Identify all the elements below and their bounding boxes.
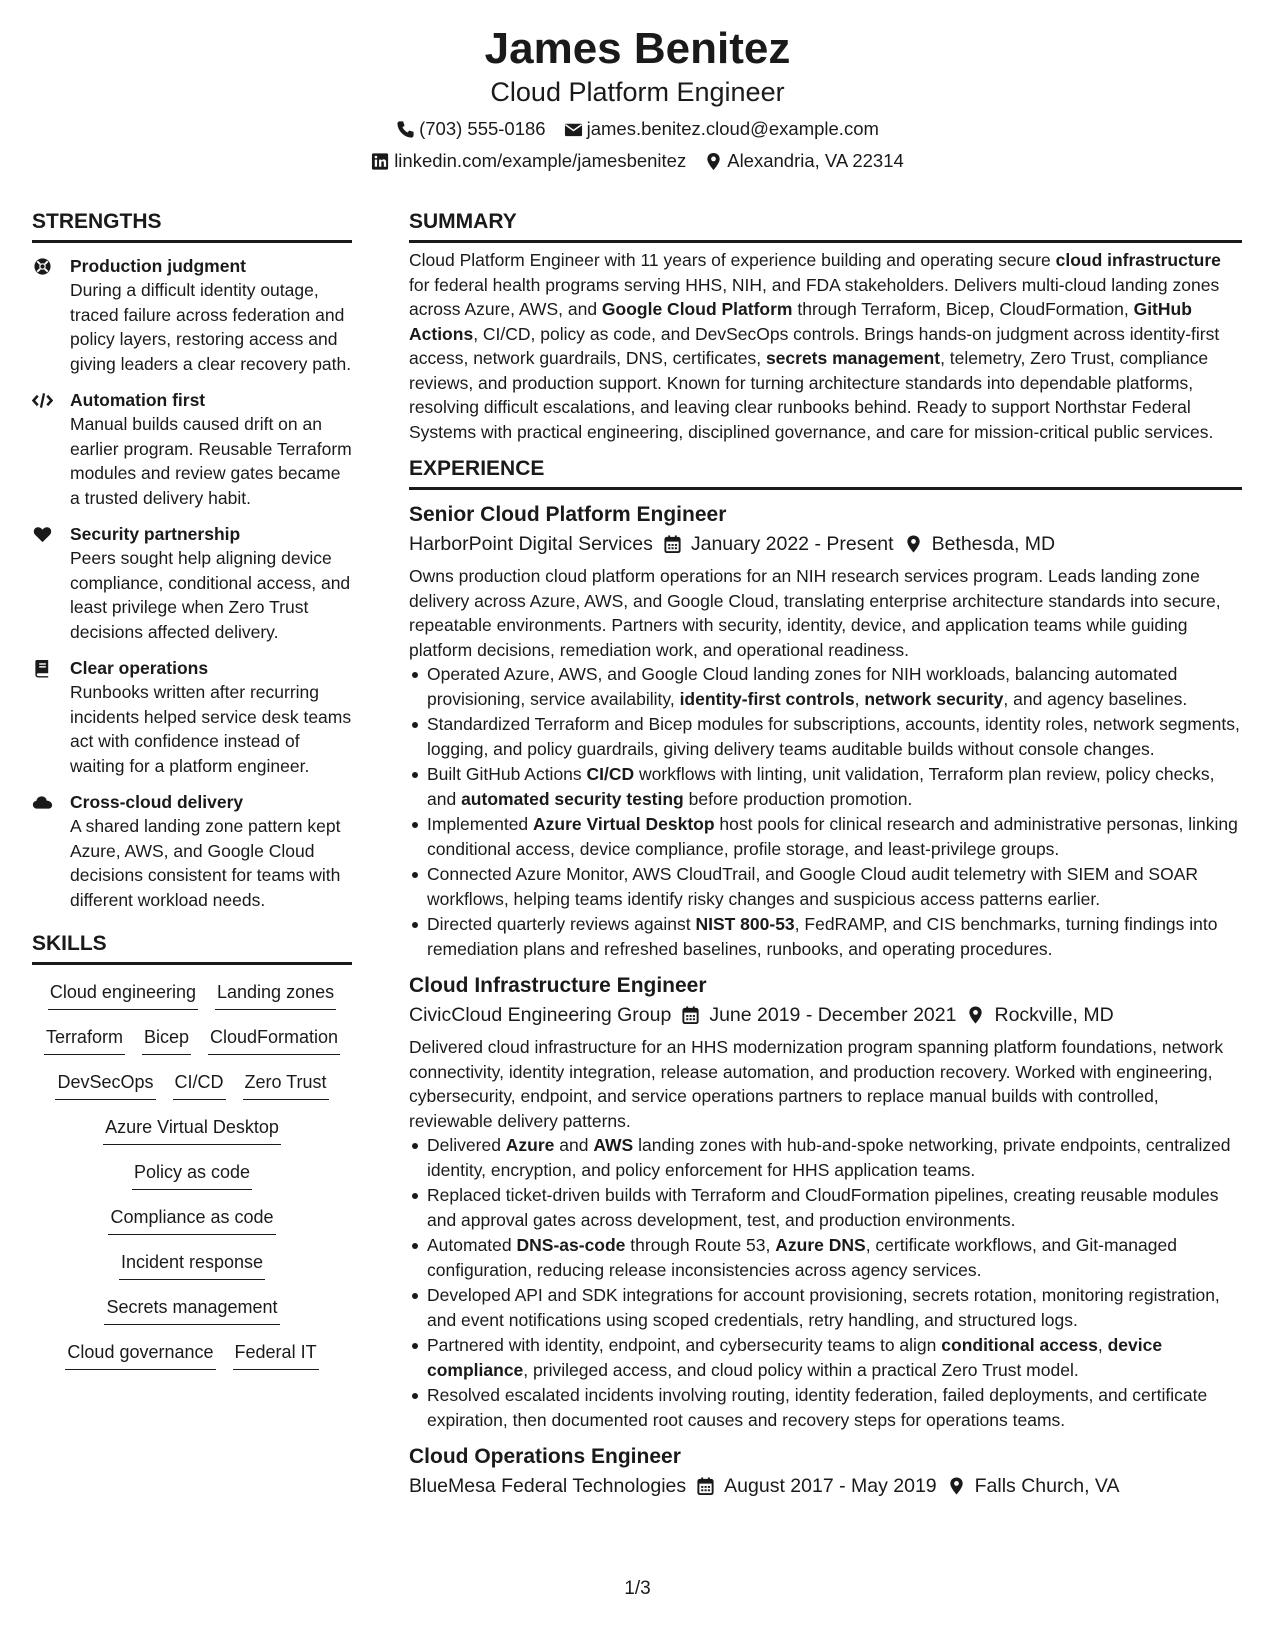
resume-header xyxy=(0,22,1275,173)
skills-list xyxy=(32,979,352,1384)
skill-row xyxy=(32,1204,352,1249)
map-pin-icon xyxy=(704,152,723,171)
strength-description: Manual builds caused drift on an earlier program. Reusable Terraform modules and review gates became a trusted delivery habit. xyxy=(70,414,352,508)
contact-row-1 xyxy=(0,117,1275,141)
text-run: through Terraform, Bicep, CloudFormation, xyxy=(792,299,1134,319)
job-title: Senior Cloud Platform Engineer xyxy=(409,503,727,526)
location-text: Bethesda, MD xyxy=(931,533,1056,555)
job-title: Cloud Infrastructure Engineer xyxy=(409,974,707,997)
skill-row xyxy=(32,1069,352,1114)
text-run: Implemented xyxy=(427,814,534,834)
job-meta xyxy=(409,530,1242,558)
strength-description: During a difficult identity outage, traced failure across federation and policy layers, restoring access and giving leaders a clear recovery path. xyxy=(70,280,352,374)
company-name: CivicCloud Engineering Group xyxy=(409,1004,672,1026)
strength-description: Runbooks written after recurring incidents helped service desk teams act with confidence instead of waiting for a platform engineer. xyxy=(70,682,352,776)
map-pin-icon xyxy=(966,1005,985,1025)
bullet-item xyxy=(409,762,1242,811)
right-column xyxy=(409,208,1242,1500)
text-run: Delivered xyxy=(427,1135,506,1155)
emphasis-text: Google Cloud Platform xyxy=(601,299,793,319)
job-dates xyxy=(681,1001,956,1029)
skill-tag: Landing zones xyxy=(215,979,336,1010)
text-run: Partnered with identity, endpoint, and cybersecurity teams to align xyxy=(427,1335,942,1355)
email-text: james.benitez.cloud@example.com xyxy=(586,118,879,139)
location-text: Alexandria, VA 22314 xyxy=(727,150,904,171)
bullet-item xyxy=(409,1283,1242,1332)
skills-heading: SKILLS xyxy=(32,930,352,965)
skill-tag: Bicep xyxy=(142,1024,191,1055)
text-run: , CI/CD, policy as code, and DevSecOps controls. Brings hands-on judgment across identity-first access, network guardrails, DNS, certificates, xyxy=(409,323,1220,368)
summary-text xyxy=(409,248,1242,444)
job-location xyxy=(947,1472,1120,1500)
text-run: Operated Azure, AWS, and Google Cloud landing zones for NIH workloads, balancing automated provisioning, service availability, xyxy=(427,664,1178,709)
bullet-item xyxy=(409,1183,1242,1232)
heart-icon xyxy=(32,522,70,544)
skill-tag: Cloud engineering xyxy=(48,979,198,1010)
skill-tag: Policy as code xyxy=(132,1159,252,1190)
text-run: and xyxy=(554,1135,594,1155)
candidate-title: Cloud Platform Engineer xyxy=(490,77,785,107)
text-run: host pools for clinical research and administrative personas, linking conditional access, device compliance, profile storage, and least-privilege groups. xyxy=(427,814,1238,859)
emphasis-text: Azure xyxy=(505,1135,555,1155)
skill-row xyxy=(32,1249,352,1294)
text-run: Resolved escalated incidents involving routing, identity federation, failed deployments, and certificate expiration, then documented root causes and recovery steps for operations teams. xyxy=(427,1385,1208,1430)
job-bullets xyxy=(409,662,1242,961)
skill-tag: CI/CD xyxy=(173,1069,226,1100)
text-run: through Route 53, xyxy=(625,1235,776,1255)
map-pin-icon xyxy=(904,534,923,554)
phone-icon xyxy=(396,120,415,139)
emphasis-text: identity-first controls xyxy=(679,688,855,709)
company-name: BlueMesa Federal Technologies xyxy=(409,1475,687,1497)
text-run: Connected Azure Monitor, AWS CloudTrail, and Google Cloud audit telemetry with SIEM and SOAR workflows, helping teams identify risky changes and suspicious access patterns earlier. xyxy=(427,864,1199,909)
dates-text: January 2022 - Present xyxy=(690,533,894,555)
emphasis-text: conditional access xyxy=(941,1335,1098,1355)
text-run: , privileged access, and cloud policy within a practical Zero Trust model. xyxy=(523,1359,1079,1380)
location-text: Rockville, MD xyxy=(994,1004,1114,1026)
text-run: landing zones with hub-and-spoke networking, private endpoints, centralized identity, encryption, and policy enforcement for HHS application teams. xyxy=(427,1135,1231,1180)
bullet-item xyxy=(409,1133,1242,1182)
calendar-icon xyxy=(696,1476,715,1496)
emphasis-text: Azure Virtual Desktop xyxy=(533,814,715,834)
strengths-list xyxy=(32,254,352,912)
skill-tag: Zero Trust xyxy=(243,1069,329,1100)
text-run: , certificate workflows, and Git-managed configuration, reducing release inconsistencies across agency services. xyxy=(427,1235,1177,1280)
skill-tag: Azure Virtual Desktop xyxy=(103,1114,281,1145)
text-run: Directed quarterly reviews against xyxy=(427,914,696,934)
text-run: , xyxy=(854,688,865,709)
text-run: Built GitHub Actions xyxy=(427,764,587,784)
emphasis-text: cloud infrastructure xyxy=(1055,250,1221,270)
skill-tag: CloudFormation xyxy=(208,1024,340,1055)
job-description: Delivered cloud infrastructure for an HHS modernization program spanning platform foundations, network connectivity, identity integration, release automation, and production recovery. Worked with engineering, cybersecurity, endpoint, and service operations partners to replace manual builds with controlled, reviewable delivery patterns. xyxy=(409,1037,1224,1131)
calendar-icon xyxy=(681,1005,700,1025)
skill-row xyxy=(32,1159,352,1204)
calendar-icon xyxy=(663,534,682,554)
experience-heading: EXPERIENCE xyxy=(409,455,1242,490)
phone-text: (703) 555-0186 xyxy=(419,118,546,139)
skill-tag: Federal IT xyxy=(233,1339,319,1370)
text-run: for federal health programs serving HHS, NIH, and FDA stakeholders. Delivers multi-cloud landing zones across Azure, AWS, and xyxy=(409,274,1220,319)
job-entry xyxy=(409,500,1242,961)
envelope-icon xyxy=(564,120,583,139)
page-number: 1/3 xyxy=(624,1578,651,1599)
skill-row xyxy=(32,1024,352,1069)
text-run: Developed API and SDK integrations for account provisioning, secrets rotation, monitoring registration, and event notifications using scoped credentials, retry handling, and structured logs. xyxy=(427,1285,1220,1330)
emphasis-text: GitHub Actions xyxy=(409,299,1192,344)
strength-item xyxy=(32,522,352,644)
bullet-item xyxy=(409,662,1242,711)
text-run: workflows with linting, unit validation, Terraform plan review, policy checks, and xyxy=(427,764,1215,809)
emphasis-text: secrets management xyxy=(765,348,941,368)
bullet-item xyxy=(409,1233,1242,1282)
job-location xyxy=(966,1001,1113,1029)
phone-contact[interactable] xyxy=(396,117,546,141)
strength-title: Clear operations xyxy=(70,658,209,678)
skill-row xyxy=(32,1114,352,1159)
skill-tag: Incident response xyxy=(119,1249,265,1280)
skill-row xyxy=(32,1294,352,1339)
strength-title: Automation first xyxy=(70,390,206,410)
emphasis-text: Azure DNS xyxy=(775,1235,866,1255)
text-run: , FedRAMP, and CIS benchmarks, turning findings into remediation plans and refreshed baselines, runbooks, and operating procedures. xyxy=(427,914,1218,959)
strengths-heading: STRENGTHS xyxy=(32,208,352,243)
strength-item xyxy=(32,388,352,510)
bullet-item xyxy=(409,912,1242,961)
email-contact[interactable] xyxy=(564,117,879,141)
emphasis-text: NIST 800-53 xyxy=(695,914,795,934)
bullet-item xyxy=(409,862,1242,911)
text-run: before production promotion. xyxy=(683,788,913,809)
emphasis-text: CI/CD xyxy=(586,764,635,784)
location-text: Falls Church, VA xyxy=(974,1475,1120,1497)
skill-row xyxy=(32,979,352,1024)
dates-text: June 2019 - December 2021 xyxy=(709,1004,957,1026)
contact-row-2 xyxy=(0,149,1275,173)
job-bullets xyxy=(409,1133,1242,1432)
text-run: Cloud Platform Engineer with 11 years of experience building and operating secure xyxy=(409,250,1056,270)
strength-description: A shared landing zone pattern kept Azure, AWS, and Google Cloud decisions consistent for teams with different workload needs. xyxy=(70,816,341,910)
bullet-item xyxy=(409,1333,1242,1382)
bullet-item xyxy=(409,1383,1242,1432)
book-icon xyxy=(32,656,70,678)
strength-title: Production judgment xyxy=(70,256,246,276)
bullet-item xyxy=(409,812,1242,861)
text-run: , xyxy=(1097,1335,1108,1355)
strength-item xyxy=(32,790,352,912)
job-meta xyxy=(409,1001,1242,1029)
linkedin-icon xyxy=(371,152,390,171)
job-meta xyxy=(409,1472,1242,1500)
skill-tag: Cloud governance xyxy=(65,1339,215,1370)
emphasis-text: DNS-as-code xyxy=(516,1235,626,1255)
skill-tag: Terraform xyxy=(44,1024,125,1055)
strength-item xyxy=(32,656,352,778)
job-description: Owns production cloud platform operations for an NIH research services program. Leads landing zone delivery across Azure, AWS, and Google Cloud, translating enterprise architecture standards into secure, repeatable environments. Partners with security, identity, device, and application teams while guiding platform decisions, remediation work, and operational readiness. xyxy=(409,566,1221,660)
left-column xyxy=(32,208,352,1384)
life-ring-icon xyxy=(32,254,70,276)
emphasis-text: network security xyxy=(864,688,1004,709)
job-location xyxy=(904,530,1056,558)
emphasis-text: automated security testing xyxy=(461,788,684,809)
strength-item xyxy=(32,254,352,376)
job-entry xyxy=(409,1442,1242,1500)
emphasis-text: device compliance xyxy=(427,1335,1163,1380)
linkedin-text: linkedin.com/example/jamesbenitez xyxy=(394,150,687,171)
job-title: Cloud Operations Engineer xyxy=(409,1445,681,1468)
cloud-icon xyxy=(32,790,70,812)
strength-title: Security partnership xyxy=(70,524,241,544)
summary-heading: SUMMARY xyxy=(409,208,1242,243)
text-run: , and agency baselines. xyxy=(1003,688,1188,709)
skill-tag: Compliance as code xyxy=(108,1204,275,1235)
map-pin-icon xyxy=(947,1476,966,1496)
strength-title: Cross-cloud delivery xyxy=(70,792,244,812)
candidate-name: James Benitez xyxy=(484,24,791,73)
experience-list xyxy=(409,500,1242,1500)
skill-tag: DevSecOps xyxy=(55,1069,155,1100)
text-run: Standardized Terraform and Bicep modules for subscriptions, accounts, identity roles, network segments, logging, and policy guardrails, giving delivery teams auditable builds without console changes. xyxy=(427,714,1240,759)
code-icon xyxy=(32,388,70,410)
strength-description: Peers sought help aligning device compliance, conditional access, and least privilege when Zero Trust decisions affected delivery. xyxy=(70,548,351,642)
job-dates xyxy=(696,1472,936,1500)
dates-text: August 2017 - May 2019 xyxy=(724,1475,937,1497)
location-contact xyxy=(704,149,904,173)
job-entry xyxy=(409,971,1242,1432)
bullet-item xyxy=(409,712,1242,761)
text-run: Replaced ticket-driven builds with Terraform and CloudFormation pipelines, creating reusable modules and approval gates across development, test, and production environments. xyxy=(427,1185,1219,1230)
text-run: Automated xyxy=(427,1235,517,1255)
skill-row xyxy=(32,1339,352,1384)
company-name: HarborPoint Digital Services xyxy=(409,533,653,555)
emphasis-text: AWS xyxy=(593,1135,634,1155)
text-run: , telemetry, Zero Trust, compliance reviews, and production support. Known for turning architecture standards into dependable platforms, resolving difficult escalations, and leaving clear runbooks behind. Ready to support Northstar Federal Systems with practical engineering, disciplined governance, and care for mission-critical public services. xyxy=(409,348,1214,442)
job-dates xyxy=(663,530,894,558)
skill-tag: Secrets management xyxy=(104,1294,279,1325)
linkedin-contact[interactable] xyxy=(371,149,686,173)
